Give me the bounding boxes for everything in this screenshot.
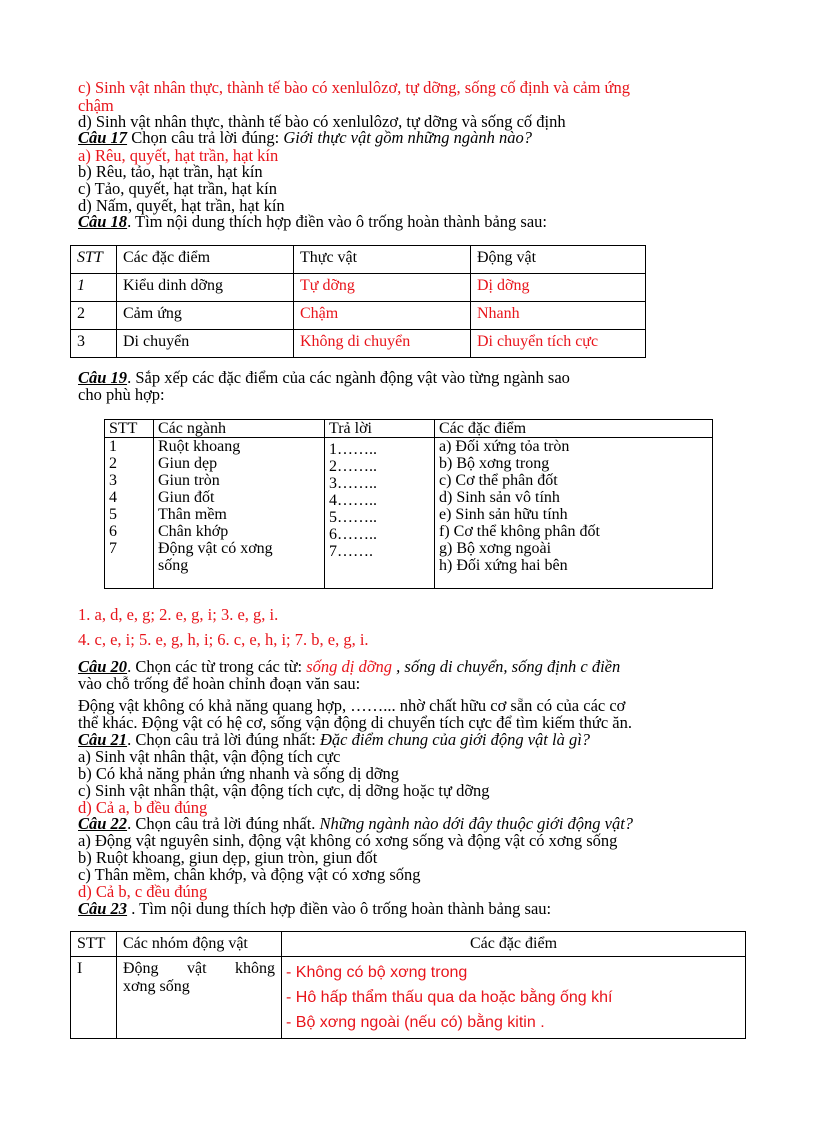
list-item: Ruột khoang	[158, 438, 241, 455]
question-20-line2: vào chỗ trống để hoàn chỉnh đoạn văn sau:	[78, 674, 361, 693]
list-item: Động vật có xơng	[158, 540, 273, 557]
answer-column	[325, 438, 435, 589]
table-row	[71, 246, 646, 274]
list-item: Giun tròn	[158, 472, 220, 489]
table-header-phyla: Các ngành	[154, 420, 325, 438]
table-cell: I	[71, 957, 117, 1039]
list-item: h) Đối xứng hai bên	[439, 557, 568, 574]
option-c-line1: c) Sinh vật nhân thực, thành tế bào có xenlulôzơ, tự dỡng, sống cố định và cảm ứng	[78, 78, 630, 97]
list-item: Giun đốt	[158, 489, 215, 506]
traits-column	[435, 438, 713, 589]
list-item: 5……..	[329, 509, 377, 526]
stt-column	[105, 438, 154, 589]
table-cell: Không di chuyển	[294, 330, 471, 358]
table-row	[71, 330, 646, 358]
table-cell: 3	[71, 330, 117, 358]
question-17-option-d: d) Nấm, quyết, hạt trần, hạt kín	[78, 196, 285, 215]
table-23	[70, 931, 746, 1039]
list-item: g) Bộ xơng ngoài	[439, 540, 552, 557]
question-20-paragraph-2: thể khác. Động vật có hệ cơ, sống vận động di chuyển tích cực để tìm kiếm thức ăn.	[78, 713, 632, 732]
table-cell: Chậm	[294, 302, 471, 330]
list-item: Thân mềm	[158, 506, 227, 523]
table-cell: 2	[71, 302, 117, 330]
answer-line-1: 1. a, d, e, g; 2. e, g, i; 3. e, g, i.	[78, 605, 279, 624]
option-c-line2: chậm	[78, 96, 114, 115]
list-item: 4……..	[329, 492, 377, 509]
list-item: 1……..	[329, 441, 377, 458]
question-21-label: Câu 21	[78, 730, 128, 749]
table-cell-traits	[282, 957, 746, 1039]
table-header-stt: STT	[105, 420, 154, 438]
question-22-prompt-italic: Những ngành nào dới đây thuộc giới động vật?	[319, 814, 634, 833]
list-item: a) Đối xứng tỏa tròn	[439, 438, 570, 455]
table-cell: Cảm ứng	[117, 302, 294, 330]
table-header-traits: Các đặc điểm	[282, 932, 746, 957]
list-item: - Hô hấp thẩm thấu qua da hoặc bằng ống khí	[286, 989, 613, 1006]
question-22-option-a: a) Động vật nguyên sinh, động vật không có xơng sống và động vật có xơng sống	[78, 831, 618, 850]
list-item: e) Sinh sản hữu tính	[439, 506, 568, 523]
table-row	[71, 302, 646, 330]
table-cell: Dị dỡng	[471, 274, 646, 302]
question-21-option-a: a) Sinh vật nhân thật, vận động tích cực	[78, 747, 341, 766]
question-21-prompt-italic: Đặc điểm chung của giới động vật là gì?	[320, 730, 591, 749]
question-22-option-b: b) Ruột khoang, giun dẹp, giun tròn, giun đốt	[78, 848, 378, 867]
list-item: 6	[109, 523, 117, 540]
table-header-stt: STT	[71, 246, 117, 274]
question-21-option-b: b) Có khả năng phản ứng nhanh và sống dị dỡng	[78, 764, 400, 783]
table-row	[105, 438, 713, 589]
list-item: c) Cơ thể phân đốt	[439, 472, 558, 489]
question-17-prompt: Chọn câu trả lời đúng:	[127, 128, 284, 147]
question-18-label: Câu 18	[78, 212, 128, 231]
list-item: 7…….	[329, 543, 373, 560]
list-item: 3	[109, 472, 117, 489]
question-23	[78, 900, 551, 918]
table-cell: Di chuyển	[117, 330, 294, 358]
list-item: 2……..	[329, 458, 377, 475]
table-row	[71, 274, 646, 302]
question-18-prompt: . Tìm nội dung thích hợp điền vào ô trống hoàn thành bảng sau:	[127, 212, 548, 231]
list-item: sống	[158, 557, 189, 574]
table-row	[71, 932, 746, 957]
question-17-label: Câu 17	[78, 128, 128, 147]
list-item: 3……..	[329, 475, 377, 492]
table-cell: Kiểu dinh dỡng	[117, 274, 294, 302]
list-item: Chân khớp	[158, 523, 229, 540]
table-header-answer: Trả lời	[325, 420, 435, 438]
list-item: - Bộ xơng ngoài (nếu có) bằng kitin .	[286, 1014, 545, 1031]
table-header-plants: Thực vật	[294, 246, 471, 274]
question-22-prompt: . Chọn câu trả lời đúng nhất.	[127, 814, 320, 833]
question-22-option-c: c) Thân mềm, chân khớp, và động vật có xơng sống	[78, 865, 421, 884]
question-23-prompt: . Tìm nội dung thích hợp điền vào ô trống hoàn thành bảng sau:	[127, 899, 552, 918]
question-20-label: Câu 20	[78, 657, 128, 676]
list-item: - Không có bộ xơng trong	[286, 964, 468, 981]
group-word: không	[234, 960, 275, 977]
question-18	[78, 213, 547, 231]
question-22-option-d: d) Cả b, c đều đúng	[78, 882, 208, 901]
table-header-animals: Động vật	[471, 246, 646, 274]
table-cell: Tự dỡng	[294, 274, 471, 302]
list-item: b) Bộ xơng trong	[439, 455, 550, 472]
table-row	[105, 420, 713, 438]
list-item: 1	[109, 438, 117, 455]
group-line-2: xơng sống	[123, 978, 190, 995]
table-row	[71, 957, 746, 1039]
list-item: f) Cơ thể không phân đốt	[439, 523, 600, 540]
question-20-prompt: . Chọn các từ trong các từ:	[127, 657, 307, 676]
question-21-option-d: d) Cả a, b đều đúng	[78, 798, 208, 817]
table-cell	[117, 957, 282, 1039]
table-18	[70, 245, 646, 358]
table-cell: Nhanh	[471, 302, 646, 330]
option-d: d) Sinh vật nhân thực, thành tế bào có xenlulôzơ, tự dỡng và sống cố định	[78, 112, 566, 131]
question-23-label: Câu 23	[78, 899, 128, 918]
table-header-groups: Các nhóm động vật	[117, 932, 282, 957]
table-header-traits: Các đặc điểm	[435, 420, 713, 438]
table-cell: Di chuyển tích cực	[471, 330, 646, 358]
group-word: Động	[123, 960, 159, 977]
phyla-column	[154, 438, 325, 589]
question-22-label: Câu 22	[78, 814, 128, 833]
table-19	[104, 419, 713, 589]
list-item: 2	[109, 455, 117, 472]
list-item: 5	[109, 506, 117, 523]
list-item: 4	[109, 489, 117, 506]
question-21-option-c: c) Sinh vật nhân thật, vận động tích cực, dị dỡng hoặc tự dỡng	[78, 781, 490, 800]
question-19-label: Câu 19	[78, 368, 128, 387]
list-item: 6……..	[329, 526, 377, 543]
table-header-features: Các đặc điểm	[117, 246, 294, 274]
question-17-option-b: b) Rêu, tảo, hạt trần, hạt kín	[78, 162, 263, 181]
group-word: vật	[187, 960, 207, 977]
list-item: 7	[109, 540, 117, 557]
question-21-prompt: . Chọn câu trả lời đúng nhất:	[127, 730, 321, 749]
question-20-rest: , sống di chuyển, sống định c điền	[392, 657, 621, 676]
question-20-word-red: sống dị dỡng	[306, 657, 393, 676]
question-17-option-a: a) Rêu, quyết, hạt trần, hạt kín	[78, 146, 279, 165]
question-17-option-c: c) Tảo, quyết, hạt trần, hạt kín	[78, 179, 278, 198]
table-header-stt: STT	[71, 932, 117, 957]
list-item: Giun dẹp	[158, 455, 218, 472]
question-19-prompt-line2: cho phù hợp:	[78, 385, 165, 404]
group-line-1	[123, 960, 275, 978]
list-item: d) Sinh sản vô tính	[439, 489, 560, 506]
table-cell: 1	[71, 274, 117, 302]
question-17-prompt-italic: Giới thực vật gồm những ngành nào?	[283, 128, 532, 147]
question-17	[78, 129, 532, 147]
question-20-paragraph-1: Động vật không có khả năng quang hợp, ……... nhờ chất hữu cơ sẵn có của các cơ	[78, 696, 626, 715]
question-19-prompt: . Sắp xếp các đặc điểm của các ngành động vật vào từng ngành sao	[127, 368, 570, 387]
answer-line-2: 4. c, e, i; 5. e, g, h, i; 6. c, e, h, i; 7. b, e, g, i.	[78, 630, 369, 649]
